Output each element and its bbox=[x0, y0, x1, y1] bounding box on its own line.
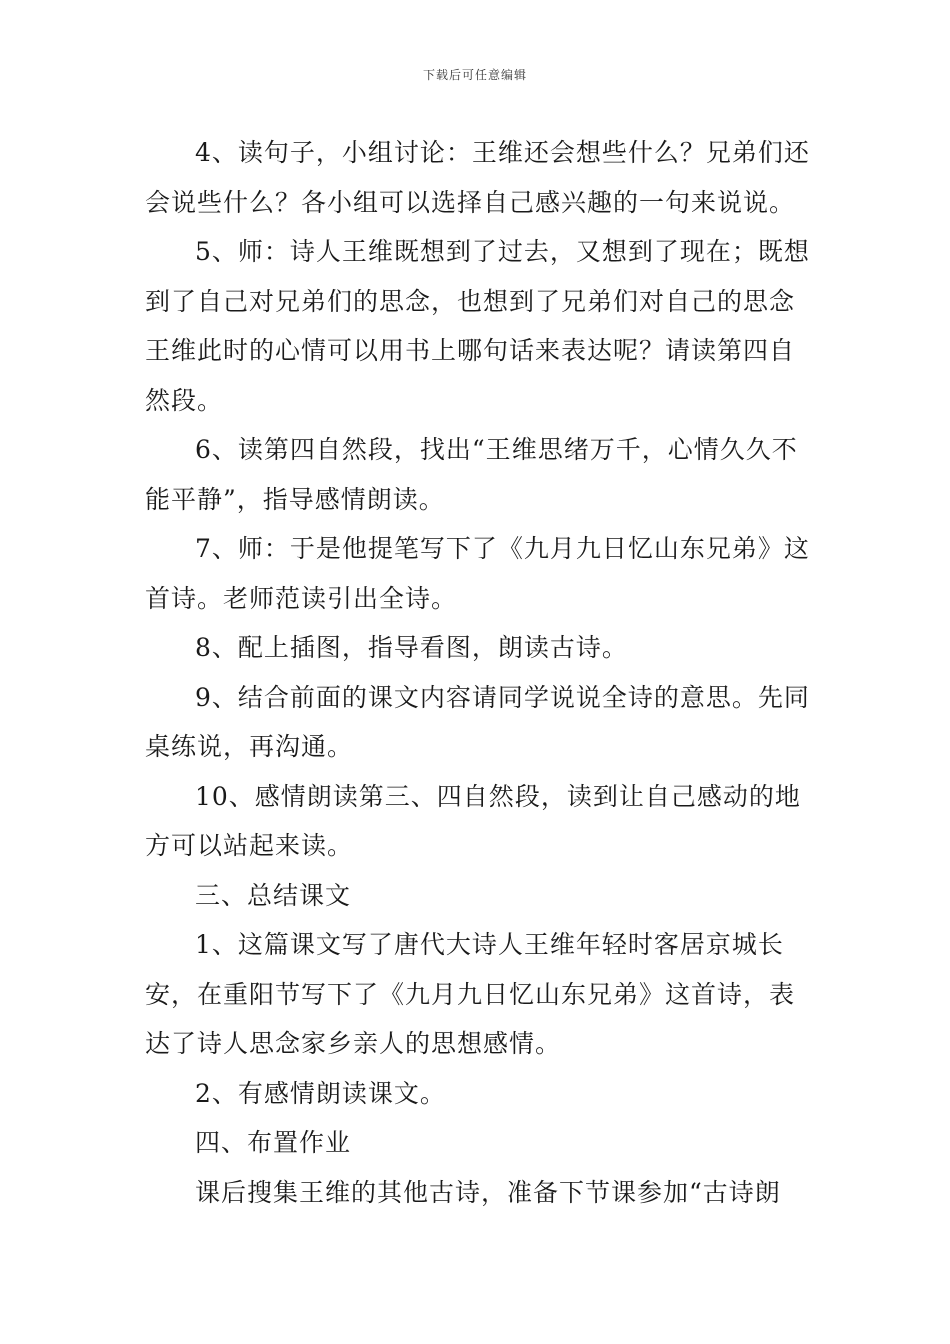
section-heading-summary: 三、总结课文 bbox=[195, 880, 352, 910]
paragraph-summary-2: 2、有感情朗读课文。 bbox=[195, 1078, 446, 1108]
paragraph-step-5: 5、师：诗人王维既想到了过去，又想到了现在；既想到了自己对兄弟们的思念，也想到了兄弟们对自己的思念王维此时的心情可以用书上哪句话来表达呢？请读第四自然段。 bbox=[145, 237, 810, 415]
page-header-note: 下载后可任意编辑 bbox=[422, 68, 527, 82]
paragraph-step-9: 9、结合前面的课文内容请同学说说全诗的意思。先同桌练说，再沟通。 bbox=[145, 682, 810, 761]
paragraph-homework: 课后搜集王维的其他古诗，准备下节课参加“古诗朗 bbox=[195, 1177, 781, 1207]
document-body bbox=[145, 128, 815, 1217]
paragraph-step-6: 6、读第四自然段，找出“王维思绪万千，心情久久不能平静”，指导感情朗读。 bbox=[145, 435, 798, 514]
paragraph-step-4: 4、读句子，小组讨论：王维还会想些什么？兄弟们还会说些什么？各小组可以选择自己感兴趣的一句来说说。 bbox=[145, 138, 810, 217]
paragraph-step-8: 8、配上插图，指导看图，朗读古诗。 bbox=[195, 633, 628, 662]
paragraph-step-10: 10、感情朗读第三、四自然段，读到让自己感动的地方可以站起来读。 bbox=[145, 781, 801, 860]
paragraph-summary-1: 1、这篇课文写了唐代大诗人王维年轻时客居京城长安，在重阳节写下了《九月九日忆山东兄弟》这首诗，表达了诗人思念家乡亲人的思想感情。 bbox=[145, 930, 796, 1058]
section-heading-homework: 四、布置作业 bbox=[195, 1128, 352, 1157]
paragraph-step-7: 7、师：于是他提笔写下了《九月九日忆山东兄弟》这首诗。老师范读引出全诗。 bbox=[145, 534, 810, 613]
